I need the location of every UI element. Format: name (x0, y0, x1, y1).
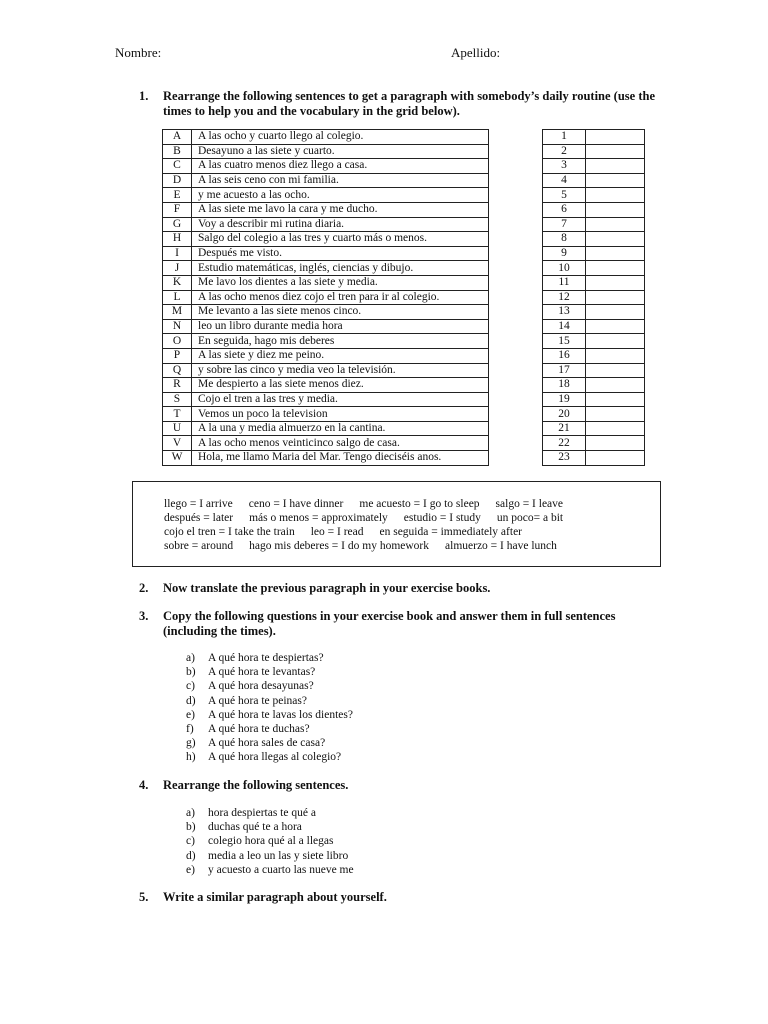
answer-blank-cell[interactable] (586, 319, 645, 334)
answer-row (543, 275, 645, 290)
vocabulary-term: me acuesto = I go to sleep (359, 498, 480, 510)
sentence-text: A las seis ceno con mi familia. (192, 173, 489, 188)
sentence-row (163, 305, 489, 320)
sentence-letter: W (163, 451, 192, 466)
sentence-text: Voy a describir mi rutina diaria. (192, 217, 489, 232)
list-item-text: A qué hora sales de casa? (208, 737, 326, 750)
answer-row (543, 392, 645, 407)
sentence-row (163, 188, 489, 203)
list-item-label: g) (186, 737, 196, 750)
answer-row (543, 290, 645, 305)
list-item (186, 806, 354, 820)
sentence-text: Desayuno a las siete y cuarto. (192, 144, 489, 159)
question-5-number: 5. (139, 890, 149, 904)
list-item-label: d) (186, 694, 196, 707)
sentence-text: leo un libro durante media hora (192, 319, 489, 334)
answer-blank-cell[interactable] (586, 421, 645, 436)
list-item-label: e) (186, 708, 195, 721)
answer-row (543, 261, 645, 276)
answer-row (543, 144, 645, 159)
answer-blank-cell[interactable] (586, 334, 645, 349)
sentence-row (163, 421, 489, 436)
sentence-letter: E (163, 188, 192, 203)
list-item (186, 722, 353, 736)
sentence-row (163, 217, 489, 232)
answer-number: 11 (543, 275, 586, 290)
sentence-text: Cojo el tren a las tres y media. (192, 392, 489, 407)
sentence-row (163, 348, 489, 363)
answer-blank-cell[interactable] (586, 451, 645, 466)
vocabulary-term: llego = I arrive (164, 498, 233, 510)
answer-number: 2 (543, 144, 586, 159)
sentence-row (163, 261, 489, 276)
answer-blank-cell[interactable] (586, 246, 645, 261)
list-item-text: y acuesto a cuarto las nueve me (208, 863, 354, 876)
answer-number: 3 (543, 159, 586, 174)
vocabulary-term: un poco= a bit (496, 512, 564, 524)
list-item-text: A qué hora llegas al colegio? (208, 751, 342, 764)
answer-row (543, 378, 645, 393)
answer-blank-cell[interactable] (586, 159, 645, 174)
answer-row (543, 319, 645, 334)
answer-blank-cell[interactable] (586, 407, 645, 422)
sentence-row (163, 392, 489, 407)
answer-number: 17 (543, 363, 586, 378)
answer-number: 22 (543, 436, 586, 451)
answer-row (543, 188, 645, 203)
list-item-text: A qué hora desayunas? (208, 680, 314, 693)
list-item (186, 736, 353, 750)
answer-number: 8 (543, 232, 586, 247)
name-label: Nombre: (115, 45, 162, 60)
sentence-text: Hola, me llamo Maria del Mar. Tengo dieciséis anos. (192, 451, 489, 466)
sentence-letter: U (163, 421, 192, 436)
sentence-row (163, 144, 489, 159)
sentence-letter: J (163, 261, 192, 276)
answer-number: 7 (543, 217, 586, 232)
list-item-text: A qué hora te lavas los dientes? (208, 708, 353, 721)
answer-blank-cell[interactable] (586, 130, 645, 145)
list-item-text: A qué hora te despiertas? (208, 652, 324, 664)
vocabulary-term: almuerzo = I have lunch (445, 540, 557, 552)
sentence-row (163, 275, 489, 290)
sentence-row (163, 451, 489, 466)
question-1-number: 1. (139, 89, 149, 103)
list-item-label: f) (186, 723, 194, 736)
vocabulary-box (132, 481, 661, 567)
answer-row (543, 173, 645, 188)
answer-row (543, 246, 645, 261)
sentence-letter: K (163, 275, 192, 290)
vocabulary-term: en seguida = immediately after (379, 526, 522, 538)
answer-number: 1 (543, 130, 586, 145)
sentence-letter: A (163, 130, 192, 145)
sentence-letter: H (163, 232, 192, 247)
answer-blank-cell[interactable] (586, 217, 645, 232)
sentence-text: Me despierto a las siete menos diez. (192, 378, 489, 393)
surname-label: Apellido: (451, 45, 501, 60)
sentence-text: Me levanto a las siete menos cinco. (192, 305, 489, 320)
answer-blank-cell[interactable] (586, 202, 645, 217)
list-item-label: e) (186, 863, 195, 876)
question-4-text: Rearrange the following sentences. (163, 778, 349, 792)
answer-blank-cell[interactable] (586, 290, 645, 305)
question-2-text: Now translate the previous paragraph in your exercise books. (163, 581, 491, 595)
answer-blank-cell[interactable] (586, 436, 645, 451)
sentence-text: A las cuatro menos diez llego a casa. (192, 159, 489, 174)
list-item-label: h) (186, 751, 196, 764)
answer-row (543, 348, 645, 363)
question-2-number: 2. (139, 581, 149, 595)
answer-row (543, 421, 645, 436)
answer-number: 10 (543, 261, 586, 276)
sentence-letter: O (163, 334, 192, 349)
vocabulary-line (164, 539, 579, 553)
sentence-text: A las ocho menos diez cojo el tren para ir al colegio. (192, 290, 489, 305)
sentence-row (163, 159, 489, 174)
list-item-text: colegio hora qué al a llegas (208, 835, 334, 848)
answer-number: 21 (543, 421, 586, 436)
sentence-letter: I (163, 246, 192, 261)
answer-blank-cell[interactable] (586, 378, 645, 393)
sentence-letter: C (163, 159, 192, 174)
answer-number: 4 (543, 173, 586, 188)
sentence-text: Me lavo los dientes a las siete y media. (192, 275, 489, 290)
answer-row (543, 334, 645, 349)
list-item-label: b) (186, 666, 196, 679)
list-item (186, 665, 353, 679)
sentence-letter: T (163, 407, 192, 422)
sentence-row (163, 319, 489, 334)
answer-number: 12 (543, 290, 586, 305)
answer-row (543, 232, 645, 247)
answer-number: 16 (543, 348, 586, 363)
sentence-letter: M (163, 305, 192, 320)
list-item-text: A qué hora te levantas? (208, 666, 316, 679)
sentence-text: A la una y media almuerzo en la cantina. (192, 421, 489, 436)
sentence-letter: Q (163, 363, 192, 378)
answer-row (543, 436, 645, 451)
answer-blank-cell[interactable] (586, 261, 645, 276)
sentence-row (163, 407, 489, 422)
vocabulary-line (164, 525, 579, 539)
answer-number: 19 (543, 392, 586, 407)
answer-row (543, 130, 645, 145)
answer-number: 20 (543, 407, 586, 422)
vocabulary-term: ceno = I have dinner (248, 498, 344, 510)
sentence-row (163, 378, 489, 393)
answer-number: 23 (543, 451, 586, 466)
answer-row (543, 407, 645, 422)
sentence-row (163, 232, 489, 247)
list-item (186, 834, 354, 848)
sentence-letter: P (163, 348, 192, 363)
sentence-text: Salgo del colegio a las tres y cuarto más o menos. (192, 232, 489, 247)
answer-number: 15 (543, 334, 586, 349)
list-item (186, 750, 353, 764)
sentence-row (163, 334, 489, 349)
list-item (186, 863, 354, 877)
list-item-label: a) (186, 652, 195, 664)
sentence-text: En seguida, hago mis deberes (192, 334, 489, 349)
answer-blank-cell[interactable] (586, 232, 645, 247)
sentence-text: Estudio matemáticas, inglés, ciencias y dibujo. (192, 261, 489, 276)
list-item-text: media a leo un las y siete libro (208, 849, 349, 862)
list-item-label: a) (186, 807, 195, 819)
list-item-text: hora despiertas te qué a (208, 807, 316, 819)
sentence-row (163, 246, 489, 261)
list-item (186, 651, 353, 665)
question-3-list (186, 651, 353, 765)
sentence-text: Vemos un poco la television (192, 407, 489, 422)
question-3-number: 3. (139, 609, 149, 623)
vocabulary-term: más o menos = approximately (249, 512, 388, 524)
answer-number: 6 (543, 202, 586, 217)
answer-number: 14 (543, 319, 586, 334)
vocabulary-term: cojo el tren = I take the train (164, 526, 295, 538)
answer-row (543, 363, 645, 378)
answer-row (543, 202, 645, 217)
answer-number: 18 (543, 378, 586, 393)
sentence-letter: R (163, 378, 192, 393)
question-4-list (186, 806, 354, 877)
list-item-label: c) (186, 680, 195, 693)
answer-number: 13 (543, 305, 586, 320)
sentence-letter: F (163, 202, 192, 217)
sentence-text: y me acuesto a las ocho. (192, 188, 489, 203)
question-3-text: Copy the following questions in your exercise book and answer them in full sentences (including the times). (163, 609, 616, 638)
vocabulary-line (164, 497, 579, 511)
answer-blank-cell[interactable] (586, 173, 645, 188)
list-item-text: duchas qué te a hora (208, 821, 302, 834)
vocabulary-line (164, 511, 579, 525)
sentence-letter: L (163, 290, 192, 305)
vocabulary-term: salgo = I leave (495, 498, 564, 510)
sentence-row (163, 173, 489, 188)
list-item (186, 849, 354, 863)
sentence-text: A las ocho y cuarto llego al colegio. (192, 130, 489, 145)
answer-blank-cell[interactable] (586, 144, 645, 159)
answer-number: 9 (543, 246, 586, 261)
sentence-text: A las ocho menos veinticinco salgo de casa. (192, 436, 489, 451)
sentences-table (162, 129, 489, 466)
list-item-text: A qué hora te duchas? (208, 723, 310, 736)
question-5-text: Write a similar paragraph about yourself. (163, 890, 387, 904)
sentence-letter: B (163, 144, 192, 159)
list-item (186, 708, 353, 722)
sentence-row (163, 436, 489, 451)
answer-blank-cell[interactable] (586, 348, 645, 363)
sentence-row (163, 130, 489, 145)
sentence-text: A las siete y diez me peino. (192, 348, 489, 363)
answer-row (543, 159, 645, 174)
list-item-label: b) (186, 821, 196, 834)
sentence-row (163, 363, 489, 378)
vocabulary-term: después = later (164, 512, 234, 524)
answer-grid (542, 129, 645, 466)
answer-blank-cell[interactable] (586, 363, 645, 378)
answer-row (543, 217, 645, 232)
sentence-letter: S (163, 392, 192, 407)
list-item-label: d) (186, 849, 196, 862)
answer-blank-cell[interactable] (586, 275, 645, 290)
sentence-text: A las siete me lavo la cara y me ducho. (192, 202, 489, 217)
list-item (186, 694, 353, 708)
answer-number: 5 (543, 188, 586, 203)
list-item (186, 820, 354, 834)
vocabulary-term: hago mis deberes = I do my homework (249, 540, 430, 552)
question-4-number: 4. (139, 778, 149, 792)
vocabulary-term: leo = I read (310, 526, 364, 538)
answer-blank-cell[interactable] (586, 392, 645, 407)
vocabulary-term: estudio = I study (403, 512, 481, 524)
list-item-label: c) (186, 835, 195, 848)
list-item (186, 679, 353, 693)
sentence-letter: G (163, 217, 192, 232)
sentence-letter: V (163, 436, 192, 451)
answer-blank-cell[interactable] (586, 188, 645, 203)
sentence-text: y sobre las cinco y media veo la televisión. (192, 363, 489, 378)
sentence-text: Después me visto. (192, 246, 489, 261)
question-1-text: Rearrange the following sentences to get a paragraph with somebody’s daily routine (use the times to help you and the vocabulary in the grid below). (163, 89, 655, 118)
vocabulary-term: sobre = around (164, 540, 234, 552)
answer-blank-cell[interactable] (586, 305, 645, 320)
answer-row (543, 305, 645, 320)
answer-row (543, 451, 645, 466)
sentence-letter: D (163, 173, 192, 188)
list-item-text: A qué hora te peinas? (208, 694, 307, 707)
sentence-letter: N (163, 319, 192, 334)
sentence-row (163, 290, 489, 305)
sentence-row (163, 202, 489, 217)
